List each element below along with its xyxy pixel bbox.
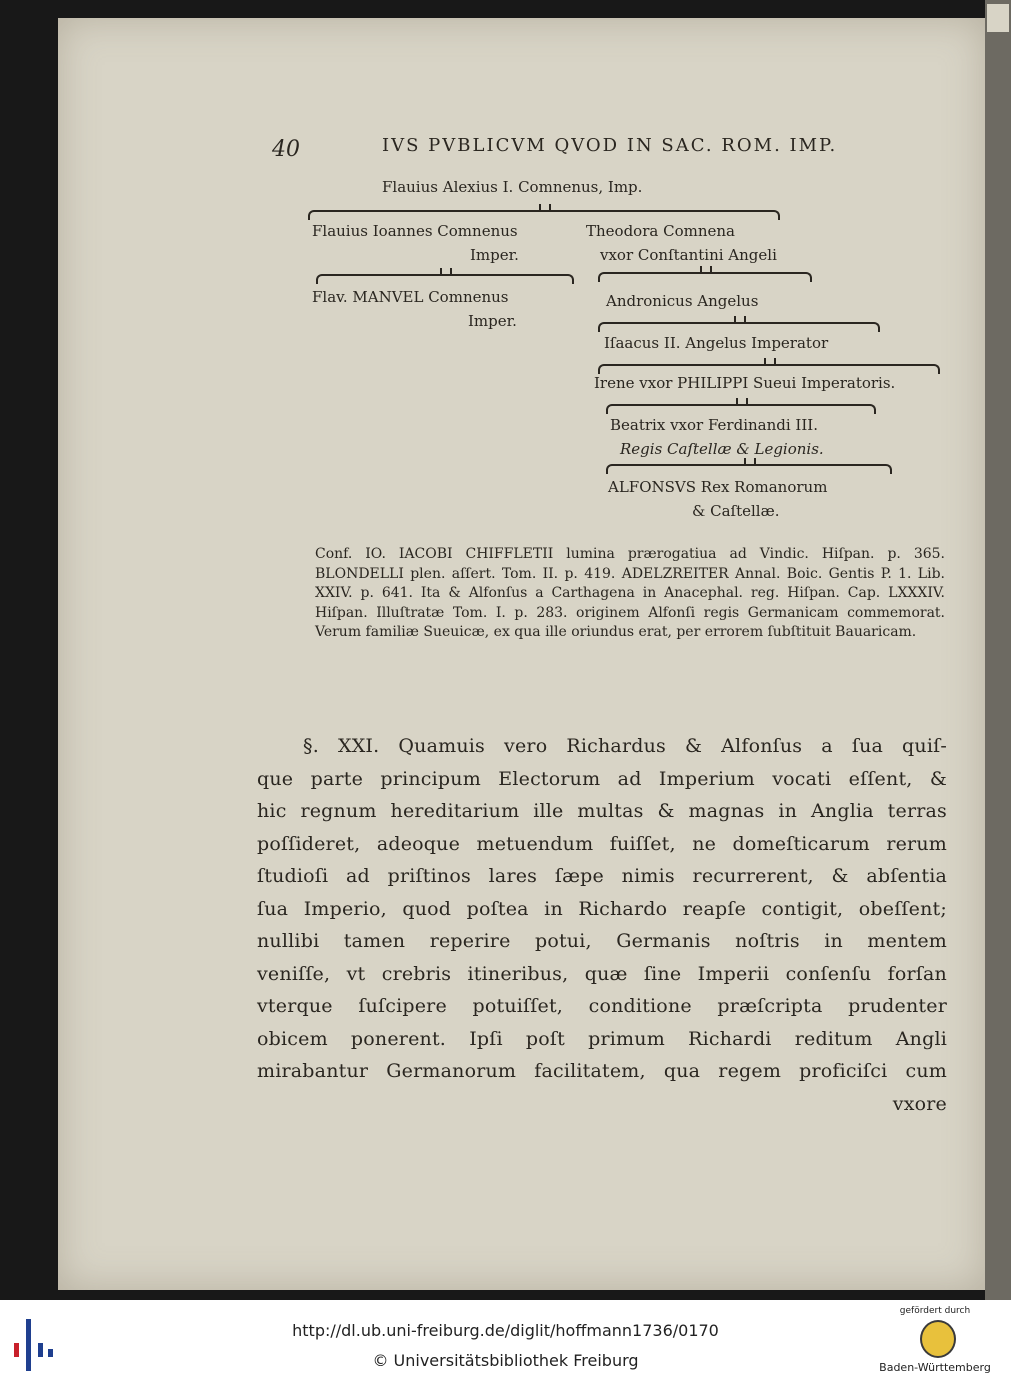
footnote: Conf. IO. IACOBI CHIFFLETII lumina prærogatiua ad Vindic. Hiſpan. p. 365. BLONDELLI plen. aſſert. Tom. II. p. 419. ADELZREITER Annal. Boic. Gentis P. 1. Lib. XXIV. p. 641. Ita & Alfonſus a Carthagena in Anacephal. reg. Hiſpan. Cap. LXXXIV. Hiſpan. Illuſtratæ Tom. I. p. 283. originem Alfonſi regis Germanicam commemorat. Verum familiæ Sueuicæ, ex qua ille oriundus erat, per errorem ſubſtituit Bauaricam.: [315, 546, 945, 640]
tree-gen2-right-2: vxor Conſtantini Angeli: [600, 246, 777, 264]
tree-gen3-right: Andronicus Angelus: [606, 292, 759, 310]
tree-gen2-right-1: Theodora Comnena: [586, 222, 735, 240]
tree-brace-3: [598, 272, 812, 282]
body-line: ſtudioſi ad priſtinos lares ſæpe nimis recurrerent, & abſentia: [257, 865, 947, 887]
permalink[interactable]: http://dl.ub.uni-freiburg.de/diglit/hoffmann1736/0170: [292, 1321, 719, 1340]
copyright: © Universitätsbibliothek Freiburg: [372, 1351, 639, 1370]
coat-of-arms-icon: [920, 1320, 956, 1358]
body-line: mirabantur Germanorum facilitatem, qua regem proficiſci cum: [257, 1060, 947, 1082]
tree-gen2-left-1: Flauius Ioannes Comnenus: [312, 222, 518, 240]
sponsor-bottom: Baden-Württemberg: [879, 1361, 991, 1374]
sponsor-logo: [870, 1304, 1000, 1374]
tree-brace-7: [606, 464, 892, 474]
catchword: vxore: [892, 1092, 947, 1115]
body-paragraph: [257, 730, 947, 1120]
tree-gen7-2: & Caſtellæ.: [692, 502, 780, 520]
tree-brace-5: [598, 364, 940, 374]
page-edge: [985, 0, 1011, 1300]
body-line: poſſideret, adeoque metuendum fuiſſet, ne domeſticarum rerum: [257, 832, 947, 855]
tree-gen4: Iſaacus II. Angelus Imperator: [604, 334, 829, 352]
tree-brace-6: [606, 404, 876, 414]
tree-brace-4: [598, 322, 880, 332]
tree-root: Flauius Alexius I. Comnenus, Imp.: [382, 178, 643, 196]
tree-brace-1: [308, 210, 780, 220]
body-line: §. XXI. Quamuis vero Richardus & Alfonſus a ſua quiſ-: [303, 735, 947, 757]
tree-brace-2: [316, 274, 574, 284]
sponsor-top: gefördert durch: [899, 1306, 971, 1316]
tree-gen3-left-1: Flav. MANVEL Comnenus: [312, 288, 509, 306]
running-title: IVS PVBLICVM QVOD IN SAC. ROM. IMP.: [382, 135, 838, 156]
body-line: que parte principum Electorum ad Imperium vocati eſſent, &: [257, 767, 947, 790]
body-line: obicem ponerent. Ipſi poſt primum Richardi reditum Angli: [257, 1027, 947, 1050]
tree-gen7-1: ALFONSVS Rex Romanorum: [608, 478, 828, 496]
body-line: hic regnum hereditarium ille multas & magnas in Anglia terras: [257, 800, 947, 822]
tree-gen6-1: Beatrix vxor Ferdinandi III.: [610, 416, 818, 434]
tree-gen5: Irene vxor PHILIPPI Sueui Imperatoris.: [594, 374, 896, 392]
body-line: vterque ſuſcipere potuiſſet, conditione præſcripta prudenter: [257, 995, 947, 1017]
body-line: ſua Imperio, quod poſtea in Richardo reapſe contigit, obeſſent;: [257, 897, 947, 920]
body-line: nullibi tamen reperire potui, Germanis noſtris in mentem: [257, 930, 947, 952]
tree-gen3-left-2: Imper.: [468, 312, 517, 330]
body-line: veniſſe, vt crebris itineribus, quæ ſine Imperii conſenſu forſan: [257, 962, 947, 985]
tree-gen2-left-2: Imper.: [470, 246, 519, 264]
page-number: 40: [272, 137, 300, 162]
viewer-footer: [0, 1300, 1011, 1377]
tree-gen6-2: Regis Caſtellæ & Legionis.: [620, 440, 824, 458]
